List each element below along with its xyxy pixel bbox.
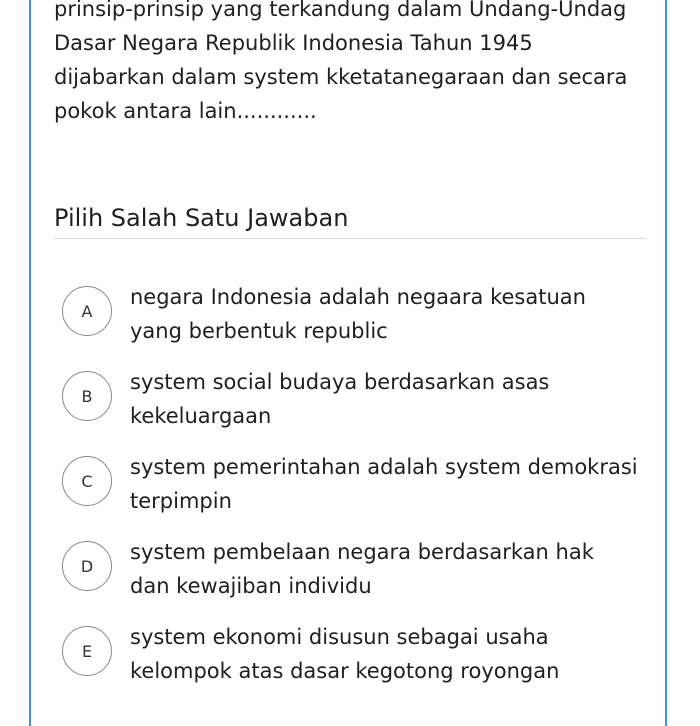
option-b-radio[interactable]: B [62,371,112,421]
option-a-radio[interactable]: A [62,286,112,336]
option-a[interactable] [62,280,652,360]
option-e-label[interactable]: system ekonomi disusun sebagai usaha kelompok atas dasar kegotong royongan [130,625,560,683]
option-e[interactable] [62,620,652,700]
option-a-label[interactable]: negara Indonesia adalah negaara kesatuan yang berbentuk republic [130,285,586,343]
option-b-label[interactable]: system social budaya berdasarkan asas kekeluargaan [130,370,550,428]
instruction-title: Pilih Salah Satu Jawaban [54,204,349,232]
question-text: prinsip-prinsip yang terkandung dalam Undang-Undag Dasar Negara Republik Indonesia Tahun 1945 dijabarkan dalam system kketatanegaraan dan secara pokok antara lain............ [54,0,628,123]
option-d[interactable] [62,535,652,615]
option-e-radio[interactable]: E [62,626,112,676]
option-c[interactable] [62,450,652,530]
option-b[interactable] [62,365,652,445]
option-c-radio[interactable]: C [62,456,112,506]
option-d-label[interactable]: system pembelaan negara berdasarkan hak dan kewajiban individu [130,540,594,598]
option-d-radio[interactable]: D [62,541,112,591]
option-c-label[interactable]: system pemerintahan adalah system demokrasi terpimpin [130,455,638,513]
divider [54,238,646,239]
